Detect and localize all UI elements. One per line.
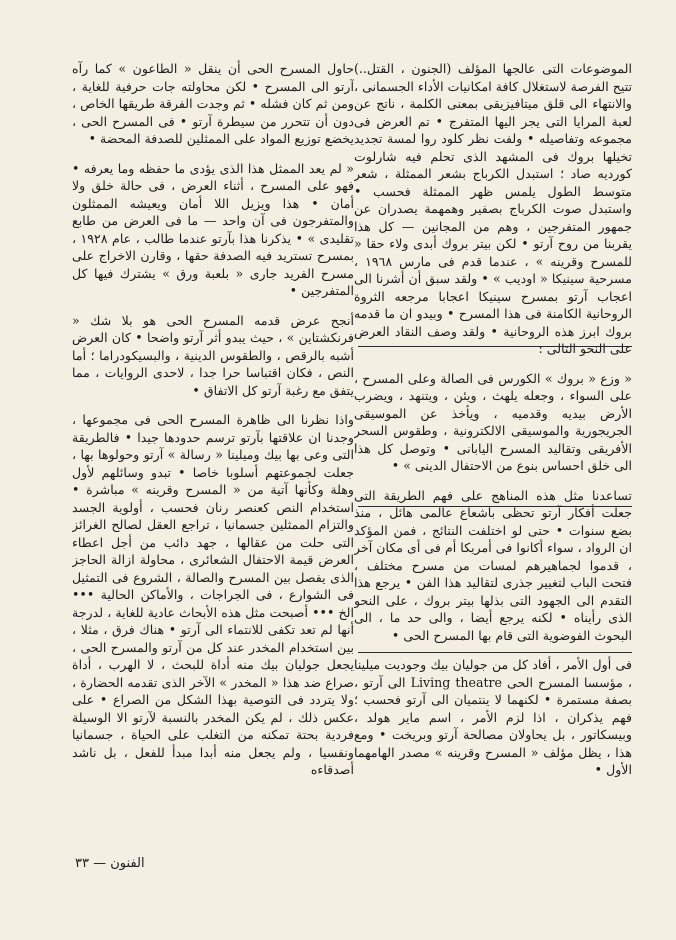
- paragraph: أنجح عرض قدمه المسرح الحى هو بلا شك « فرنكشتاين » ، حيث يبدو أثر آرتو واضحا • كان العرض أشبه بالرقص ، والطقوس الدينية ، والبسيكودراما ؛ أما النص ، فكان اقتباسا حرا جدا ، لاحدى الروايات ، مما يتفق مع رغبة آرتو كل الاتفاق •: [72, 312, 354, 398]
- section-divider: [358, 652, 632, 653]
- paragraph: حاول المسرح الحى أن ينقل « الطاعون » كما رآه آرتو الى المسرح • لكن محاولته جات حرفية للغاية ، ومن ثم كان فشله • ثم وجدت الفرقة طريقها الخاص ، دون أن تتحرر من سيطرة آرتو • فى المسرح الحى ، يخضع توزيع المواد على الممثلين للصدفة المحضة •: [72, 61, 354, 146]
- page-footer: الفنون — ٣٣: [75, 856, 145, 871]
- paragraph-quote: « وزع « بروك » الكورس فى الصالة وعلى المسرح ، على السواء ، وجعله يلهث ، ويئن ، ويتنهد ، ويضرب الأرض بيديه وقدميه ، ويأخذ عن الموسيقى الجريجورية والموسيقى الالكترونية ، وطقوس السحر الأفريقى وتقاليد المسرح اليابانى • وتوصل كل هذا الى خلق احساس بنوع من الاحتفال الدينى » •: [354, 370, 632, 473]
- paragraph: فى أول الأمر ، أفاد كل من جوليان بيك وجوديت ميلينا ، مؤسسا المسرح الحى Living theatre الى آرتو ، بصفة مستمرة • لكنهما لا ينتميان الى آرتو فحسب ؛ فهم يذكران ، اذا لزم الأمر ، اسم ماير هولد ، وبيسكاتور ، بل يحاولان مصالحة آرتو وبريخت • ومع هذا ، يظل مؤلف « المسرح وقرينه » مصدر الهامهما الأول •: [354, 657, 632, 777]
- section-divider: [358, 506, 632, 507]
- paragraph: الموضوعات التى عالجها المؤلف (الجنون ، القتل..) تتيح الفرصة لاستغلال كافة امكانيات الأداء الجسمانى ، والانتهاء الى قلق ميتافيزيقى بمعنى الكلمة ، ناتج عن لعبة المرايا التى يجر اليها المتفرج • تم العرض فى مجموعه وتفاصيله • ولفت نظر كلود روا لمسة تجديد تخيلها بروك فى المشهد الذى تحلم فيه شارلوت كورديه صاد ؛ استبدل الكرباج بشعر الممثلة ، شعر متوسط الطول يلمس ظهر الممثلة فحسب • واستبدل صوت الكرباج بصفير وهمهمة يصدران عن جمهور المتفرجين ، وهم من المجانين — كل هذا يقربنا من روح آرتو • لكن بيتر بروك أبدى ولاء حقا « للمسرح وقرينه » ، عندما قدم فى مارس ١٩٦٨ ، مسرحية سينيكا « اوديب » • ولقد سبق أن أشرنا الى اعجاب آرتو بمسرح سينيكا اعجابا مرجعه الثروة الروحانية الكامنة فى هذا المسرح • وبيدو ان ما قدمه بروك ابرز هذه الروحانية • ولقد وصف النقاد العرض على النحو التالى :: [354, 61, 632, 356]
- paragraph: تساعدنا مثل هذه المناهج على فهم الطريقة التى جعلت أفكار آرتو تحظى باشعاع عالمى هائل ، منذ بضع سنوات • حتى لو اختلفت النتائج ، فمن المؤكد ان الرواد ، سواء أكانوا فى أمريكا أم فى أى مكان آخر ، قدموا لجماهيرهم لمسات من مسرح مختلف ، فتحت الباب لتغيير جذرى لتقاليد هذا الفن • يرجع هذا التقدم الى الجهود التى بذلها بيتر بروك ، على النحو الذى رأيناه • لكنه يرجع أيضا ، والى حد ما ، الى البحوث الفوضوية التى قام بها المسرح الحى •: [354, 487, 632, 643]
- paragraph-quote: « لم يعد الممثل هذا الذى يؤدى ما حفظه وما يعرفه • فهو على المسرح ، أثناء العرض ، فى حالة خلق ولا أمان • هذا ويزيل اللا أمان ويعيشه الممثلون والمتفرجون فى آن واحد — ما فى العرض من طابع تقليدى » • يذكرنا هذا بآرتو عندما طالب ، عام ١٩٢٨ ، بمسرح تستريد فيه الصدفة حقها ، وقارن الاخراج على مسرح الفريد جارى « بلعبة ورق » يشترك فيها كل المتفرجين •: [72, 160, 354, 298]
- left-column: [72, 60, 354, 850]
- right-column: [354, 60, 632, 860]
- paragraph: واذا نظرنا الى ظاهرة المسرح الحى فى مجموعها ، وجدنا ان علاقتها بآرتو ترسم حدودها جيدا • فالطريقة التى وعى بها بيك وميلينا « رسالة » آرتو وحولوها بها ، جعلت لجموعتهم أسلوبا خاصا • تبدو وسائلهم لأول وهلة وكأنها آتية من « المسرح وقرينه » مباشرة • استخدام النص كعنصر رنان فحسب ، أولوية الجسد والتزام الممثلين جسمانيا ، تراجع العقل لصالح الغرائز التى حلت من عقالها ، جهد دائب من أجل اعطاء العرض قيمة الاحتفال الشعائرى ، محاولة ازالة الحاجز الذى يفصل بين المسرح والصالة ، الشروع فى التمثيل فى الشوارع ، فى الجراجات ، والأماكن الحالية ••• الخ ••• أصبحت مثل هذه الأبحاث عادية للغاية ، لدرجة أنها لم تعد تكفى للانتماء الى آرتو • هناك فرق ، مثلا ، بين استخدام المخدر عند كل من آرتو والمسرح الحى ، يجعل جوليان بيك منه أداة للبحث ، لا الهرب ، أداة صراع ضد هذا « المخدر » الآخر الذى تقدمه الحضارة ، ولا يتردد فى التوصية بهذا الشكل من الصراع • على عكس ذلك ، لم يكن المخدر بالنسبة لآرتو الا الوسيلة فردية بحتة تمكنه من التغلب على الحياة ، جسمانيا ونفسيا ، ولم يجعل منه أبدا مبدأ للفعل ، بل ناشد أصدقاءه: [72, 412, 354, 777]
- section-divider: [358, 346, 632, 347]
